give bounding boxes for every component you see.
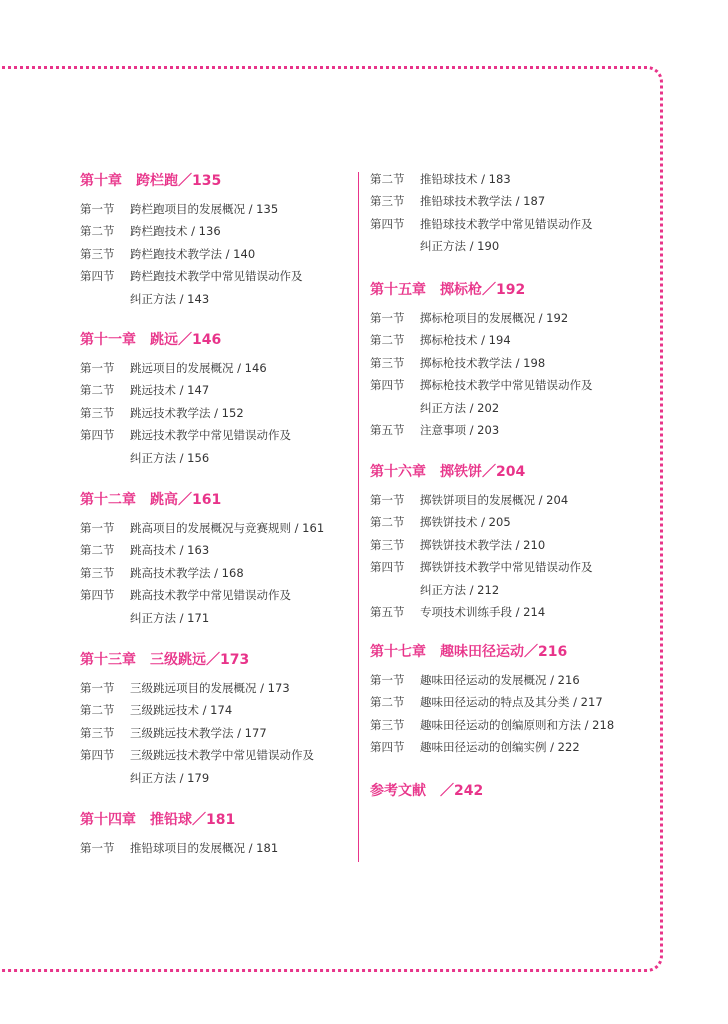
section-title: 专项技术训练手段 / 214 (420, 605, 546, 620)
section-title: 跳远项目的发展概况 / 146 (130, 361, 267, 375)
section-title: 趣味田径运动的创编原则和方法 / 218 (420, 717, 615, 732)
chapter-heading[interactable] (80, 649, 360, 671)
toc-section-entry[interactable] (80, 607, 360, 629)
chapter-heading[interactable] (80, 809, 360, 831)
section-title: 跨栏跑项目的发展概况 / 135 (130, 202, 279, 216)
chapter-heading[interactable] (370, 780, 650, 802)
section-title: 掷铁饼技术教学中常见错误动作及 (420, 560, 593, 575)
toc-chapter-continuation (370, 168, 650, 258)
chapter-heading[interactable] (370, 279, 650, 301)
chapter-number: 第十七章 (370, 644, 426, 660)
section-label: 第四节 (370, 560, 405, 575)
toc-section-entry[interactable] (370, 556, 650, 578)
toc-section-entry[interactable] (370, 489, 650, 511)
toc-section-entry[interactable] (370, 419, 650, 441)
toc-section-entry[interactable] (370, 329, 650, 351)
section-title: 跳高项目的发展概况与竞赛规则 / 161 (130, 521, 325, 535)
section-title: 掷标枪技术教学中常见错误动作及 (420, 378, 593, 393)
section-label: 第三节 (80, 246, 115, 261)
chapter-title: 三级跳远／173 (150, 652, 250, 668)
toc-chapter (80, 329, 360, 469)
chapter-title: 掷标枪／192 (440, 282, 526, 298)
toc-section-entry[interactable] (370, 601, 650, 623)
chapter-title: 跳高／161 (150, 492, 222, 508)
toc-section-entry[interactable] (370, 190, 650, 212)
section-title: 三级跳远技术 / 174 (130, 703, 233, 718)
section-label: 第二节 (80, 543, 115, 558)
section-title: 注意事项 / 203 (420, 423, 500, 438)
toc-section-entry[interactable] (370, 579, 650, 601)
section-title: 趣味田径运动的创编实例 / 222 (420, 740, 580, 755)
toc-chapter (370, 780, 650, 802)
toc-section-entry[interactable] (80, 744, 360, 766)
chapter-heading[interactable] (370, 461, 650, 483)
toc-section-entry[interactable] (80, 402, 360, 424)
toc-section-entry[interactable] (80, 447, 360, 469)
toc-section-entry[interactable] (80, 220, 360, 242)
section-label: 第五节 (370, 423, 405, 438)
chapter-number: 第十章 (80, 173, 122, 189)
toc-section-entry[interactable] (80, 837, 360, 859)
chapter-number: 第十五章 (370, 282, 426, 298)
toc-section-entry[interactable] (370, 374, 650, 396)
section-title: 趣味田径运动的特点及其分类 / 217 (420, 695, 603, 710)
toc-chapter (370, 461, 650, 623)
toc-section-entry[interactable] (80, 424, 360, 446)
section-title: 跨栏跑技术教学中常见错误动作及 (130, 269, 303, 284)
section-label: 第二节 (80, 703, 115, 718)
section-title: 跨栏跑技术 / 136 (130, 224, 221, 239)
section-title: 纠正方法 / 156 (130, 450, 210, 465)
section-label: 第三节 (370, 194, 405, 209)
toc-chapter (80, 170, 360, 310)
toc-section-entry[interactable] (80, 357, 360, 379)
section-title: 跳高技术教学法 / 168 (130, 565, 244, 580)
section-label: 第四节 (80, 428, 115, 443)
section-title: 推铅球技术教学中常见错误动作及 (420, 216, 593, 231)
section-label: 第四节 (370, 216, 405, 231)
section-title: 掷标枪技术教学法 / 198 (420, 355, 546, 370)
chapter-title: 掷铁饼／204 (440, 464, 526, 480)
section-label: 第三节 (80, 565, 115, 580)
section-title: 跳远技术 / 147 (130, 383, 210, 398)
toc-section-entry[interactable] (80, 288, 360, 310)
toc-section-entry[interactable] (80, 584, 360, 606)
toc-section-entry[interactable] (370, 397, 650, 419)
section-label: 第三节 (370, 537, 405, 552)
toc-section-entry[interactable] (370, 534, 650, 556)
chapter-number: 第十六章 (370, 464, 426, 480)
section-label: 第二节 (370, 172, 405, 186)
toc-section-entry[interactable] (80, 539, 360, 561)
section-title: 掷标枪技术 / 194 (420, 333, 511, 348)
toc-section-entry[interactable] (370, 168, 650, 190)
toc-section-entry[interactable] (80, 517, 360, 539)
section-title: 推铅球技术 / 183 (420, 172, 511, 186)
section-label: 第一节 (80, 841, 115, 855)
section-title: 三级跳远技术教学中常见错误动作及 (130, 748, 314, 763)
section-title: 纠正方法 / 212 (420, 582, 500, 597)
section-label: 第四节 (80, 269, 115, 284)
toc-section-entry[interactable] (370, 691, 650, 713)
toc-chapter (370, 641, 650, 759)
toc-section-entry[interactable] (370, 213, 650, 235)
section-label: 第二节 (370, 695, 405, 710)
section-label: 第四节 (80, 748, 115, 763)
toc-section-entry[interactable] (80, 722, 360, 744)
section-title: 掷铁饼技术 / 205 (420, 515, 511, 530)
section-label: 第二节 (80, 383, 115, 398)
chapter-heading[interactable] (80, 489, 360, 511)
chapter-number: 第十二章 (80, 492, 136, 508)
chapter-title: 趣味田径运动／216 (440, 644, 568, 660)
section-label: 第一节 (370, 493, 405, 507)
toc-chapter (80, 489, 360, 629)
section-title: 趣味田径运动的发展概况 / 216 (420, 673, 580, 687)
toc-section-entry[interactable] (80, 243, 360, 265)
toc-section-entry[interactable] (370, 235, 650, 257)
toc-chapter (370, 279, 650, 441)
section-label: 第三节 (80, 405, 115, 420)
chapter-heading[interactable] (370, 641, 650, 663)
chapter-title: 跨栏跑／135 (136, 173, 222, 189)
section-label: 第一节 (80, 521, 115, 535)
section-title: 纠正方法 / 190 (420, 239, 500, 254)
section-title: 掷标枪项目的发展概况 / 192 (420, 311, 569, 325)
section-title: 推铅球项目的发展概况 / 181 (130, 841, 279, 855)
toc-section-entry[interactable] (370, 736, 650, 758)
chapter-title: ／242 (440, 783, 484, 799)
section-label: 第一节 (370, 311, 405, 325)
section-label: 第三节 (370, 355, 405, 370)
section-title: 推铅球技术教学法 / 187 (420, 194, 546, 209)
section-title: 三级跳远项目的发展概况 / 173 (130, 681, 290, 695)
section-title: 跳高技术教学中常见错误动作及 (130, 588, 291, 603)
toc-section-entry[interactable] (80, 699, 360, 721)
section-label: 第一节 (80, 681, 115, 695)
section-title: 纠正方法 / 179 (130, 770, 210, 785)
toc-section-entry[interactable] (370, 307, 650, 329)
toc-section-entry[interactable] (80, 265, 360, 287)
section-label: 第五节 (370, 605, 405, 620)
section-title: 纠正方法 / 171 (130, 610, 210, 625)
toc-section-entry[interactable] (80, 379, 360, 401)
section-label: 第一节 (80, 361, 115, 375)
section-title: 三级跳远技术教学法 / 177 (130, 725, 267, 740)
toc-section-entry[interactable] (370, 714, 650, 736)
section-label: 第二节 (370, 333, 405, 348)
toc-chapter (80, 809, 360, 859)
toc-section-entry[interactable] (370, 669, 650, 691)
toc-section-entry[interactable] (80, 767, 360, 789)
section-label: 第二节 (80, 224, 115, 239)
section-label: 第四节 (370, 378, 405, 393)
toc-chapter (80, 649, 360, 789)
toc-section-entry[interactable] (80, 562, 360, 584)
section-label: 第三节 (80, 725, 115, 740)
section-label: 第一节 (80, 202, 115, 216)
chapter-heading[interactable] (80, 170, 360, 192)
section-title: 纠正方法 / 202 (420, 400, 500, 415)
section-title: 掷铁饼技术教学法 / 210 (420, 537, 546, 552)
chapter-number: 第十三章 (80, 652, 136, 668)
section-title: 跳高技术 / 163 (130, 543, 210, 558)
section-label: 第二节 (370, 515, 405, 530)
chapter-title: 跳远／146 (150, 332, 222, 348)
section-label: 第四节 (370, 740, 405, 755)
chapter-number: 第十一章 (80, 332, 136, 348)
chapter-heading[interactable] (80, 329, 360, 351)
section-title: 跳远技术教学中常见错误动作及 (130, 428, 291, 443)
chapter-title: 推铅球／181 (150, 812, 236, 828)
section-label: 第三节 (370, 717, 405, 732)
section-label: 第四节 (80, 588, 115, 603)
chapter-number: 参考文献 (370, 783, 426, 799)
toc-section-entry[interactable] (370, 352, 650, 374)
section-title: 跳远技术教学法 / 152 (130, 405, 244, 420)
section-title: 跨栏跑技术教学法 / 140 (130, 246, 256, 261)
toc-section-entry[interactable] (80, 198, 360, 220)
toc-section-entry[interactable] (80, 677, 360, 699)
section-label: 第一节 (370, 673, 405, 687)
section-title: 掷铁饼项目的发展概况 / 204 (420, 493, 569, 507)
chapter-number: 第十四章 (80, 812, 136, 828)
toc-section-entry[interactable] (370, 511, 650, 533)
section-title: 纠正方法 / 143 (130, 291, 210, 306)
